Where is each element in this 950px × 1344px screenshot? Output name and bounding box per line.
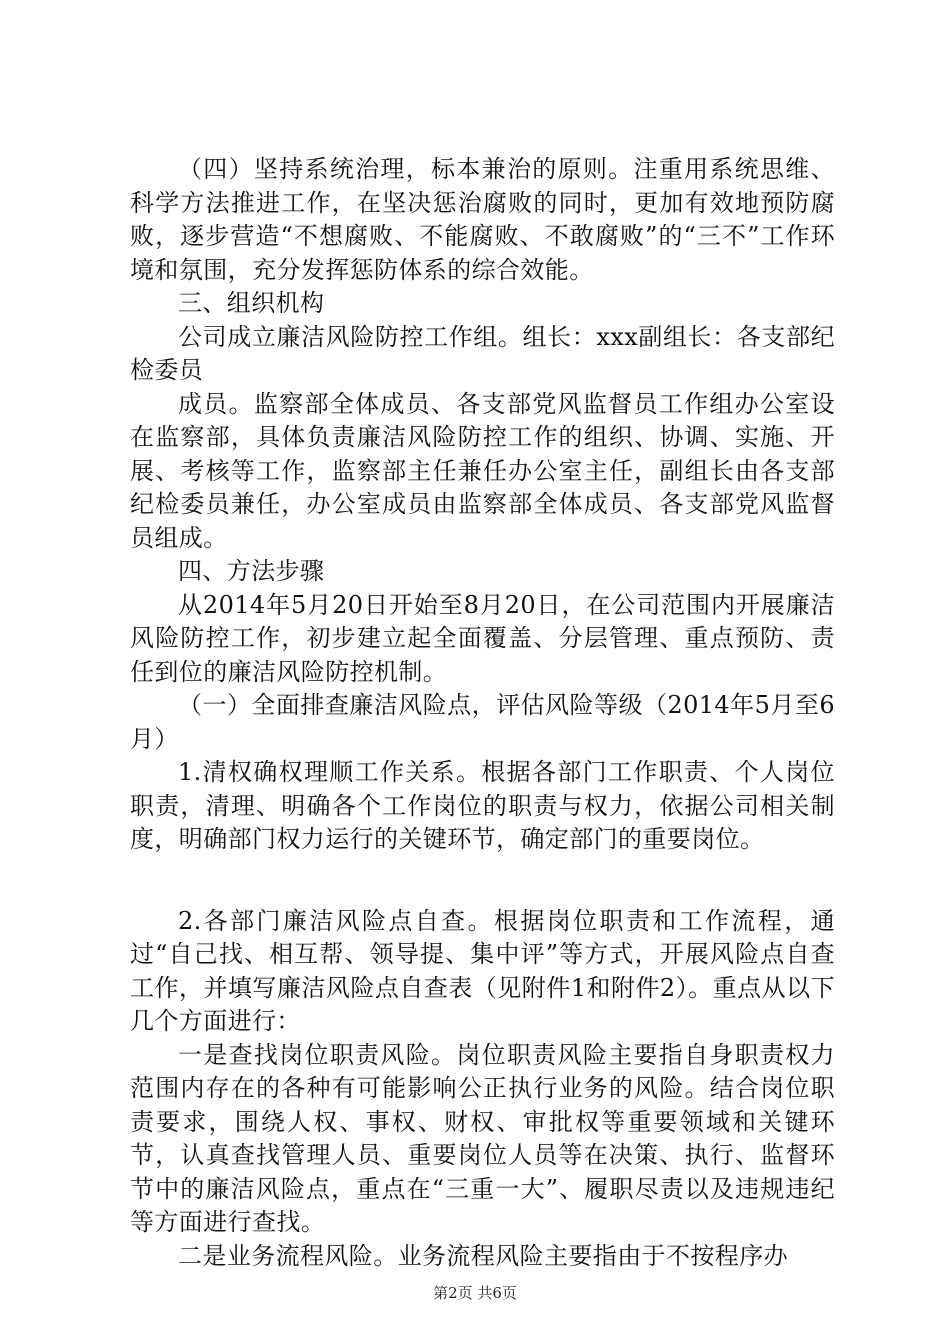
document-body — [130, 153, 835, 1273]
paragraph-working-group: 公司成立廉洁风险防控工作组。组长：xxx副组长：各支部纪检委员 — [130, 322, 835, 384]
paragraph-self-check: 2.各部门廉洁风险点自查。根据岗位职责和工作流程，通过“自己找、相互帮、领导提、集中评”等方式，开展风险点自查工作，并填写廉洁风险点自查表（见附件1和附件2）。重点从以下几个方面进行： — [130, 906, 835, 1035]
paragraph-clarify-powers: 1.清权确权理顺工作关系。根据各部门工作职责、个人岗位职责，清理、明确各个工作岗位的职责与权力，依据公司相关制度，明确部门权力运行的关键环节，确定部门的重要岗位。 — [130, 758, 835, 853]
heading-method-steps: 四、方法步骤 — [178, 557, 325, 585]
paragraph-members: 成员。监察部全体成员、各支部党风监督员工作组办公室设在监察部，具体负责廉洁风险防控工作的组织、协调、实施、开展、考核等工作，监察部主任兼任办公室主任，副组长由各支部纪检委员兼任，办公室成员由监察部全体成员、各支部党风监督员组成。 — [130, 389, 835, 552]
page-footer: 第2页 共6页 — [433, 1284, 517, 1302]
subheading-risk-screening: （一）全面排查廉洁风险点，评估风险等级（2014年5月至6月） — [130, 691, 835, 753]
paragraph-timeline: 从2014年5月20日开始至8月20日，在公司范围内开展廉洁风险防控工作，初步建立起全面覆盖、分层管理、重点预防、责任到位的廉洁风险防控机制。 — [130, 590, 835, 686]
paragraph-process-risk: 二是业务流程风险。业务流程风险主要指由于不按程序办 — [178, 1241, 788, 1270]
paragraph-principle-four: （四）坚持系统治理，标本兼治的原则。注重用系统思维、科学方法推进工作，在坚决惩治腐败的同时，更加有效地预防腐败，逐步营造“不想腐败、不能腐败、不敢腐败”的“三不”工作环境和氛围，充分发挥惩防体系的综合效能。 — [130, 155, 835, 284]
heading-organization: 三、组织机构 — [178, 289, 325, 317]
paragraph-position-risk: 一是查找岗位职责风险。岗位职责风险主要指自身职责权力范围内存在的各种有可能影响公正执行业务的风险。结合岗位职责要求，围绕人权、事权、财权、审批权等重要领域和关键环节，认真查找管理人员、重要岗位人员等在决策、执行、监督环节中的廉洁风险点，重点在“三重一大”、履职尽责以及违规违纪等方面进行查找。 — [130, 1040, 835, 1236]
